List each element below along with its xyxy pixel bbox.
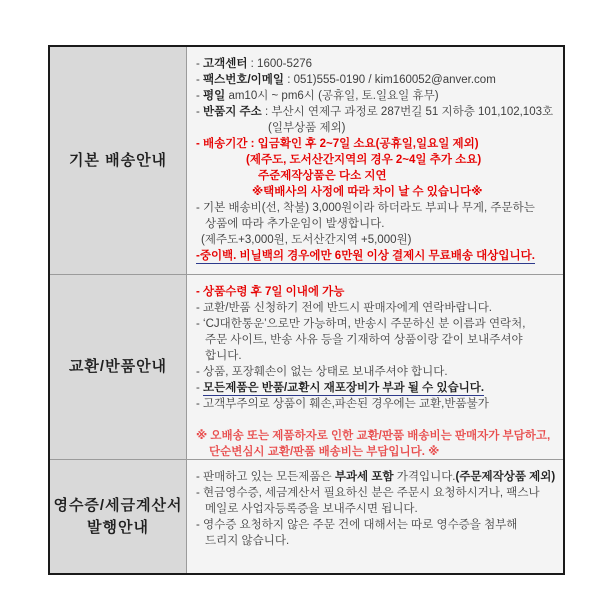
text-line <box>196 485 557 501</box>
row-header-text: 발행안내 <box>87 518 149 536</box>
text-line <box>196 184 557 200</box>
text-segment: 고객센터 <box>203 58 248 70</box>
row-header-text: 교환/반품안내 <box>68 358 168 375</box>
text-line <box>196 396 557 412</box>
text-line <box>196 88 557 104</box>
text-segment: - <box>196 74 204 86</box>
text-line <box>196 168 557 184</box>
text-segment: - <box>196 58 204 70</box>
text-segment: ※ 오배송 또는 제품하자로 인한 교환/판품 배송비는 판매자가 부담하고, <box>196 430 551 442</box>
text-segment: (주문제작상품 제외) <box>455 471 556 483</box>
text-line <box>196 284 557 300</box>
text-segment: 단순변심시 교환/판품 배송비는 부담입니다. ※ <box>209 446 440 458</box>
text-segment: am10시 ~ pm6시 (공휴일, 토.일요일 휴무) <box>225 90 439 102</box>
row-header-text: 기본 배송안내 <box>68 151 168 169</box>
text-segment: - 배송기간 : 입금확인 후 2~7일 소요(공휴일,일요일 제외) <box>196 138 479 150</box>
row-header-exchange-return <box>50 275 187 459</box>
text-segment: 부과세 포함 <box>334 471 394 483</box>
text-segment: 상품에 따라 추가운임이 발생합니다. <box>205 218 385 230</box>
text-line <box>196 248 557 264</box>
text-segment: 합니다. <box>205 350 242 362</box>
shipping-info-table <box>48 45 565 575</box>
text-line <box>196 380 557 396</box>
text-line <box>196 216 557 232</box>
text-line <box>196 72 557 88</box>
text-segment: - <box>196 90 204 102</box>
row-content-receipt-tax-invoice <box>187 460 563 573</box>
text-segment: - 교환/반품 신청하기 전에 반드시 판매자에게 연락바랍니다. <box>196 302 493 314</box>
text-line <box>196 332 557 348</box>
text-line <box>196 232 557 248</box>
text-segment: ※택배사의 사정에 따라 차이 날 수 있습니다※ <box>252 186 483 198</box>
row-header-text: 영수증/세금계산서 <box>53 496 183 514</box>
text-line <box>196 364 557 380</box>
text-line <box>196 469 557 485</box>
text-line <box>196 533 557 549</box>
text-line <box>196 152 557 168</box>
text-segment: : 051)555-0190 / kim160052@anver.com <box>284 74 496 86</box>
table-row-exchange-return <box>50 274 563 459</box>
text-segment: 가격입니다. <box>393 471 456 483</box>
text-line <box>196 316 557 332</box>
text-line <box>196 56 557 72</box>
text-line <box>196 136 557 152</box>
text-segment: -중이백. 비닐백의 경우에만 6만원 이상 결제시 무료배송 대상입니다. <box>196 250 535 262</box>
text-line <box>196 348 557 364</box>
row-content-exchange-return <box>187 275 563 459</box>
text-segment: 드리지 않습니다. <box>205 535 290 547</box>
text-line <box>196 501 557 517</box>
text-line <box>196 104 557 120</box>
text-segment: - 영수증 요청하지 않은 주문 건에 대해서는 따로 영수증을 첨부해 <box>196 519 518 531</box>
text-segment: - 현금영수증, 세금계산서 필요하신 분은 주문시 요청하시거나, 팩스나 <box>196 487 540 499</box>
text-line <box>196 300 557 316</box>
text-line <box>196 517 557 533</box>
text-line <box>196 200 557 216</box>
text-line <box>196 428 557 444</box>
text-segment: - <box>196 382 204 394</box>
text-segment: - 상품수령 후 7일 이내에 가능 <box>196 286 345 298</box>
text-line <box>196 120 557 136</box>
text-segment: (일부상품 제외) <box>268 122 346 134</box>
text-segment: 주문 사이트, 반송 사유 등을 기재하여 상품이랑 같이 보내주셔야 <box>205 334 523 346</box>
text-segment: - <box>196 106 204 118</box>
row-header-receipt-tax-invoice <box>50 460 187 573</box>
table-row-receipt-tax-invoice <box>50 459 563 573</box>
text-segment: - 고객부주의로 상품이 훼손,파손된 경우에는 교환,반품불가 <box>196 398 489 410</box>
text-segment: 반품지 주소 <box>203 106 262 118</box>
text-segment: : 1600-5276 <box>247 58 313 70</box>
text-segment: (제주도+3,000원, 도서산간지역 +5,000원) <box>201 234 412 246</box>
text-segment: 팩스번호/이메일 <box>203 74 284 86</box>
row-content-basic-shipping <box>187 47 563 274</box>
text-segment: 평일 <box>203 90 226 102</box>
text-segment: - ‘CJ대한통운’으로만 가능하며, 반송시 주문하신 분 이름과 연락처, <box>196 318 526 330</box>
text-segment: 메일로 사업자등록증을 보내주시면 됩니다. <box>205 503 418 515</box>
text-segment: (제주도, 도서산간지역의 경우 2~4일 추가 소요) <box>246 154 482 166</box>
row-header-basic-shipping <box>50 47 187 274</box>
text-segment: 주준제작상품은 다소 지연 <box>258 170 387 182</box>
blank-line <box>196 412 557 428</box>
table-row-basic-shipping <box>50 47 563 274</box>
text-segment: - 기본 배송비(선, 착불) 3,000원이라 하더라도 부피나 무게, 주문하는 <box>196 202 535 214</box>
text-segment: - 상품, 포장훼손이 없는 상태로 보내주셔야 합니다. <box>196 366 448 378</box>
text-segment: : 부산시 연제구 과정로 287번길 51 지하층 101,102,103호 <box>261 106 554 118</box>
text-segment: - 판매하고 있는 모든제품은 <box>196 471 335 483</box>
text-line <box>196 444 557 459</box>
text-segment: 모든제품은 반품/교환시 재포장비가 부과 될 수 있습니다. <box>203 382 485 394</box>
